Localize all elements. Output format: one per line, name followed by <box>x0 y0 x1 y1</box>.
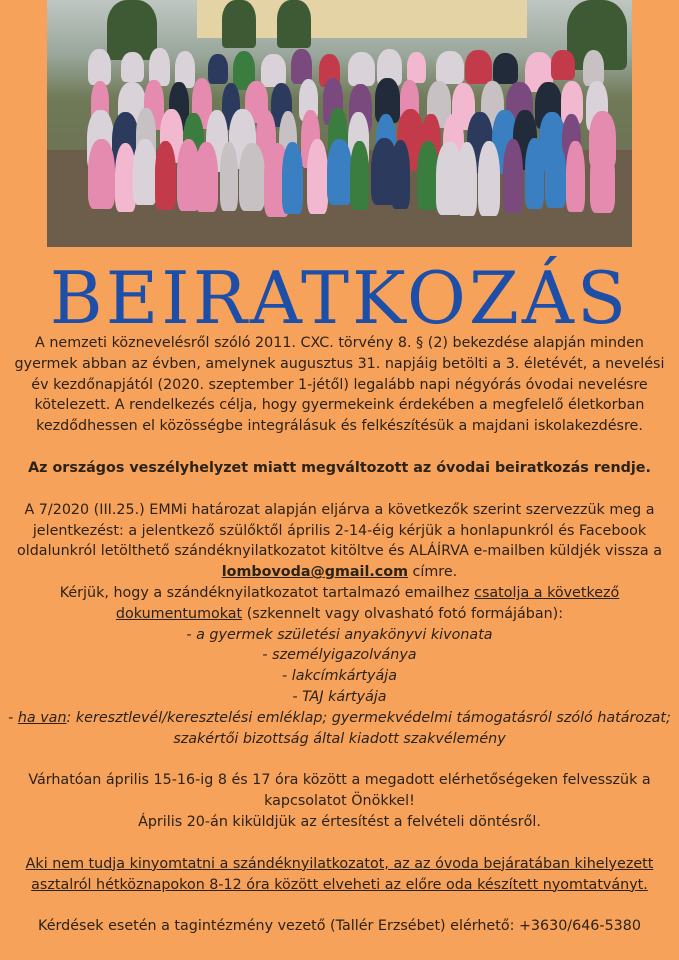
procedure-paragraph <box>4 500 675 583</box>
photo-person <box>88 49 111 85</box>
photo-person <box>503 139 523 213</box>
contact-line-1: Várhatóan április 15-16-ig 8 és 17 óra között a megadott elérhetőségeken felvesszük a kapcsolatot Önökkel! <box>28 772 651 810</box>
email-suffix: címre. <box>407 564 458 581</box>
photo-person <box>155 141 176 209</box>
contact-line-2: Április 20-án kiküldjük az értesítést a felvételi döntésről. <box>138 813 541 830</box>
page-title: BEIRATKOZÁS <box>49 256 630 340</box>
photo-person <box>436 51 464 84</box>
procedure-text: A 7/2020 (III.25.) EMMi határozat alapján eljárva a következők szerint szervezzük meg a jelentkezést: a jelentkező szülőktől április 2-14-éig kérjük a honlapunkról és Facebook oldalunkról letölthető szándéknyilatkozatot kitöltve és ALÁÍRVA e-mailben küldjék vissza a <box>17 501 662 560</box>
document-item: - személyigazolványa <box>262 647 417 664</box>
document-item: - TAJ kártyája <box>292 688 387 705</box>
photo-person <box>121 52 144 83</box>
photo-crowd <box>87 40 632 230</box>
optional-text: : keresztlevél/keresztelési emléklap; gyermekvédelmi támogatásról szóló határozat; szakértői bizottság által kiadott szakvélemény <box>66 709 671 747</box>
photo-person <box>478 141 501 216</box>
photo-person <box>545 142 566 208</box>
photo-person <box>566 141 584 212</box>
notice-paragraph: Az országos veszélyhelyzet miatt megváltozott az óvodai beiratkozás rendje. <box>28 459 651 476</box>
photo-person <box>407 52 426 82</box>
optional-dash: - <box>8 709 18 726</box>
group-photo <box>47 0 632 247</box>
photo-person <box>551 50 575 80</box>
optional-documents <box>4 708 675 750</box>
photo-person <box>493 53 518 84</box>
photo-person <box>282 142 303 214</box>
photo-person <box>307 139 328 214</box>
body-text <box>4 333 675 937</box>
attach-paragraph <box>4 583 675 625</box>
photo-person <box>350 141 369 210</box>
attach-prefix: Kérjük, hogy a szándéknyilatkozatot tartalmazó emailhez <box>59 584 475 601</box>
document-item: - lakcímkártyája <box>282 668 397 685</box>
photo-person <box>220 142 239 211</box>
photo-person <box>348 52 375 87</box>
photo-person <box>239 143 266 211</box>
photo-person <box>465 50 491 85</box>
photo-person <box>195 142 218 213</box>
attach-suffix: (szkennelt vagy olvasható fotó formájában): <box>242 605 564 622</box>
intro-paragraph: A nemzeti köznevelésről szóló 2011. CXC. törvény 8. § (2) bekezdése alapján minden gyermek abban az évben, amelynek augusztus 31. napjáig betölti a 3. életévét, a nevelési év kezdőnapjától (2020. szeptember 1-jétől) legalább napi négyórás óvodai nevelésre kötelezett. A rendelkezés célja, hogy gyermekeink érdekében a megfelelő életkorban kezdődhessen el közösségbe integrálásuk és felkészítésük a majdani iskolakezdésre. <box>14 335 665 435</box>
photo-person <box>327 139 352 205</box>
print-notice: Aki nem tudja kinyomtatni a szándéknyilatkozatot, az az óvoda bejáratában kihelyezett asztalról hétköznapokon 8-12 óra között elveheti az előre oda készített nyomtatványt. <box>25 855 654 893</box>
questions-line: Kérdések esetén a tagintézmény vezető (Tallér Erzsébet) elérhető: +3630/646-5380 <box>38 918 641 935</box>
photo-person <box>590 143 616 213</box>
photo-person <box>261 54 286 87</box>
photo-person <box>133 139 156 206</box>
photo-person <box>457 142 478 216</box>
attach-link: csatolja a következő dokumentumokat <box>115 584 620 622</box>
photo-person <box>88 139 115 208</box>
document-item: - a gyermek születési anyakönyvi kivonata <box>186 626 493 643</box>
photo-person <box>391 140 410 209</box>
photo-person <box>208 54 228 85</box>
optional-label: ha van <box>17 709 67 726</box>
email-link[interactable]: lombovoda@gmail.com <box>221 564 408 581</box>
photo-person <box>525 138 544 209</box>
